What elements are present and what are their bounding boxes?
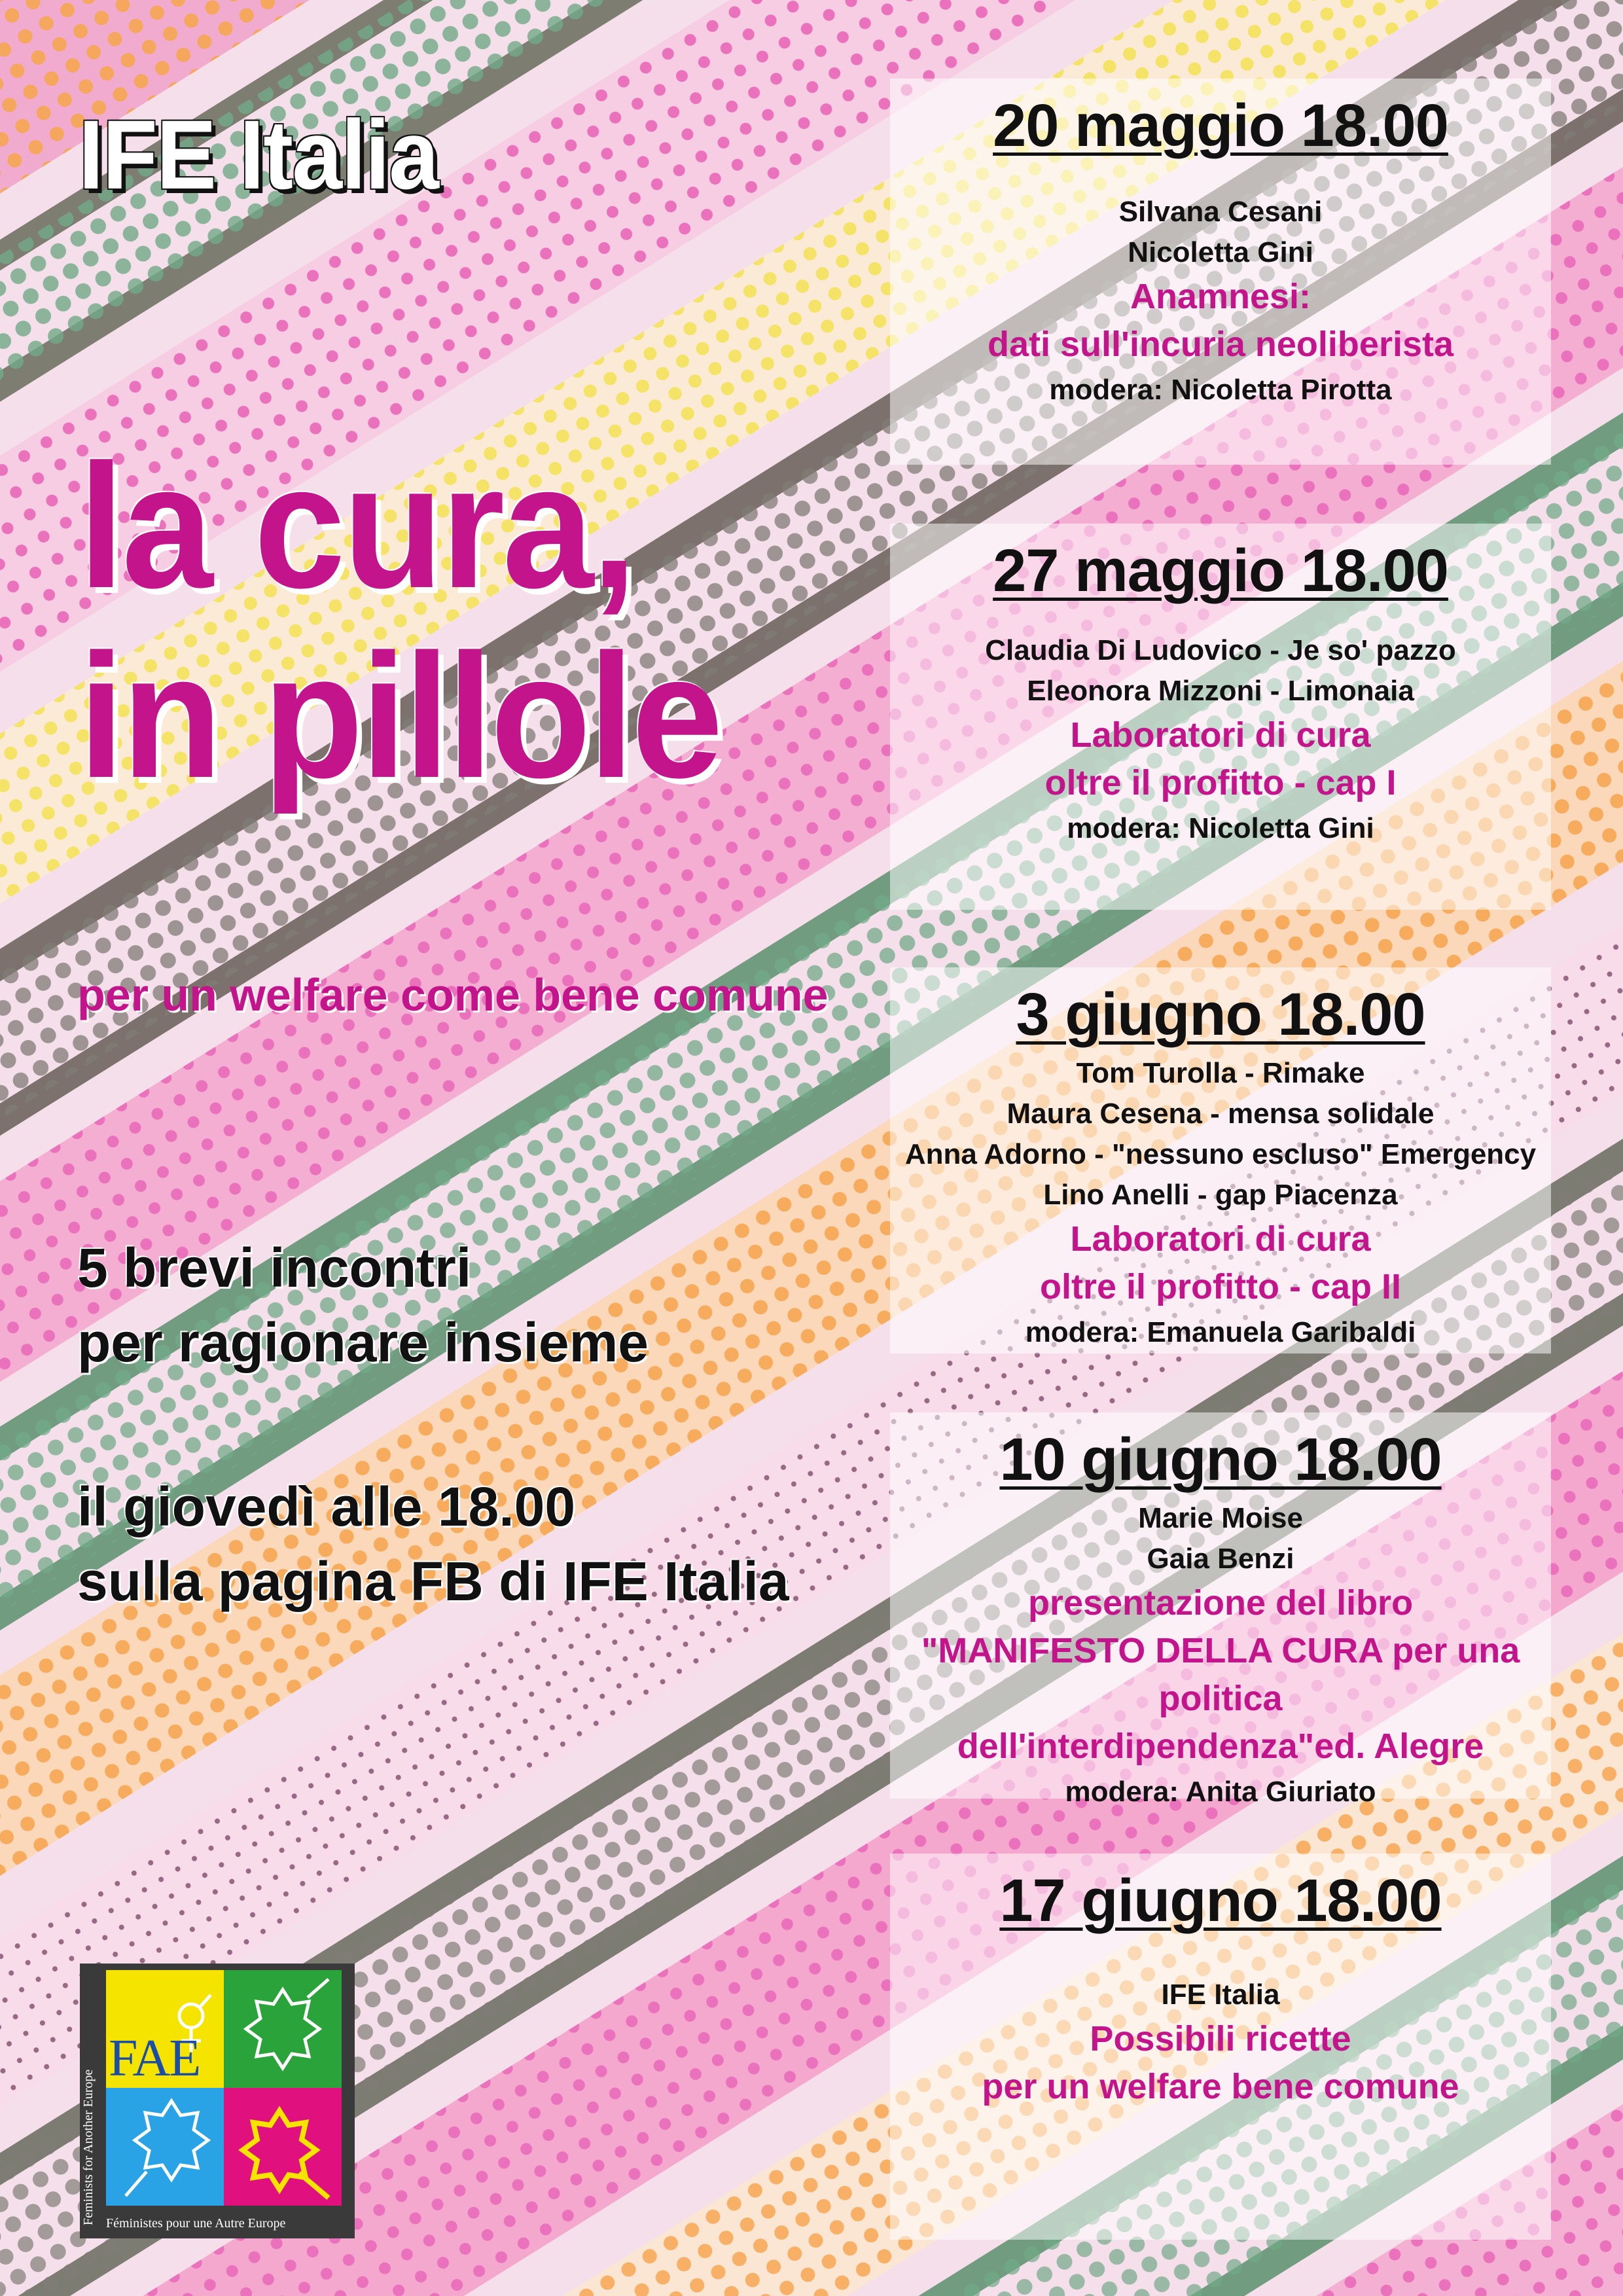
speaker: Claudia Di Ludovico - Je so' pazzo [985,634,1456,666]
event-date: 3 giugno 18.00 [1016,981,1425,1048]
event-moderator: modera: Emanuela Garibaldi [1025,1316,1416,1348]
logo-side-text: Feminists for Another Europe [81,2069,96,2225]
speaker: Anna Adorno - "nessuno escluso" Emergency [904,1138,1537,1170]
event-topic: dati sull'incuria neoliberista [987,325,1454,364]
speaker: Silvana Cesani [1118,196,1323,228]
event-date: 17 giugno 18.00 [999,1867,1442,1934]
event-moderator: modera: Anita Giuriato [1065,1776,1376,1808]
schedule-line: il giovedì alle 18.00 [77,1476,576,1537]
event-moderator: modera: Nicoletta Pirotta [1049,374,1392,406]
intro-line: per ragionare insieme [77,1312,649,1373]
logo-bottom-text: Féministes pour une Autre Europe [106,2216,286,2231]
event-topic: Laboratori di cura [1070,715,1371,755]
event-topic: "MANIFESTO DELLA CURA per una politica [921,1631,1520,1718]
series-subtitle: per un welfare come bene comune [77,969,829,1020]
logo-green-quadrant [224,1970,342,2088]
speaker: IFE Italia [1161,1979,1280,2011]
event-series-title [79,428,721,815]
event-card-5 [890,1854,1551,2240]
title-line: la cura, [79,428,635,625]
fae-logo [80,1964,355,2238]
schedule-note [77,1469,789,1619]
speaker: Nicoletta Gini [1128,236,1313,268]
event-topic: Possibili ricette [1090,2019,1351,2058]
logo-acronym: FAE [109,2030,200,2087]
intro-line: 5 brevi incontri [77,1237,472,1299]
event-topic: oltre il profitto - cap I [1044,763,1397,802]
event-date: 20 maggio 18.00 [993,92,1448,159]
speaker: Marie Moise [1138,1502,1303,1534]
event-card-3 [890,967,1551,1354]
event-date: 10 giugno 18.00 [999,1426,1442,1493]
speaker: Eleonora Mizzoni - Limonaia [1027,675,1414,707]
organization-title: IFE Italia [79,99,438,209]
star-circle-icon [224,1970,342,2088]
star-circle-icon [106,2088,224,2206]
logo-magenta-quadrant [224,2088,342,2206]
speaker: Gaia Benzi [1147,1543,1294,1575]
star-circle-icon [224,2088,342,2206]
title-line: in pillole [79,618,721,815]
event-topic: per un welfare bene comune [982,2067,1459,2106]
event-card-1 [890,79,1551,465]
event-moderator: modera: Nicoletta Gini [1067,812,1374,844]
intro-text [77,1230,649,1380]
event-topic: Laboratori di cura [1070,1219,1371,1259]
speaker: Maura Cesena - mensa solidale [1007,1098,1435,1130]
event-topic: presentazione del libro [1027,1583,1414,1623]
schedule-line: sulla pagina FB di IFE Italia [77,1551,789,1612]
event-topic: dell'interdipendenza"ed. Alegre [957,1727,1484,1766]
speaker: Tom Turolla - Rimake [1076,1057,1365,1089]
event-card-2 [890,524,1551,910]
event-date: 27 maggio 18.00 [993,537,1448,604]
event-topic: oltre il profitto - cap II [1040,1267,1401,1306]
event-topic: Anamnesi: [1130,277,1311,316]
logo-blue-quadrant [106,2088,224,2206]
event-card-4 [890,1412,1551,1808]
speaker: Lino Anelli - gap Piacenza [1043,1179,1398,1211]
